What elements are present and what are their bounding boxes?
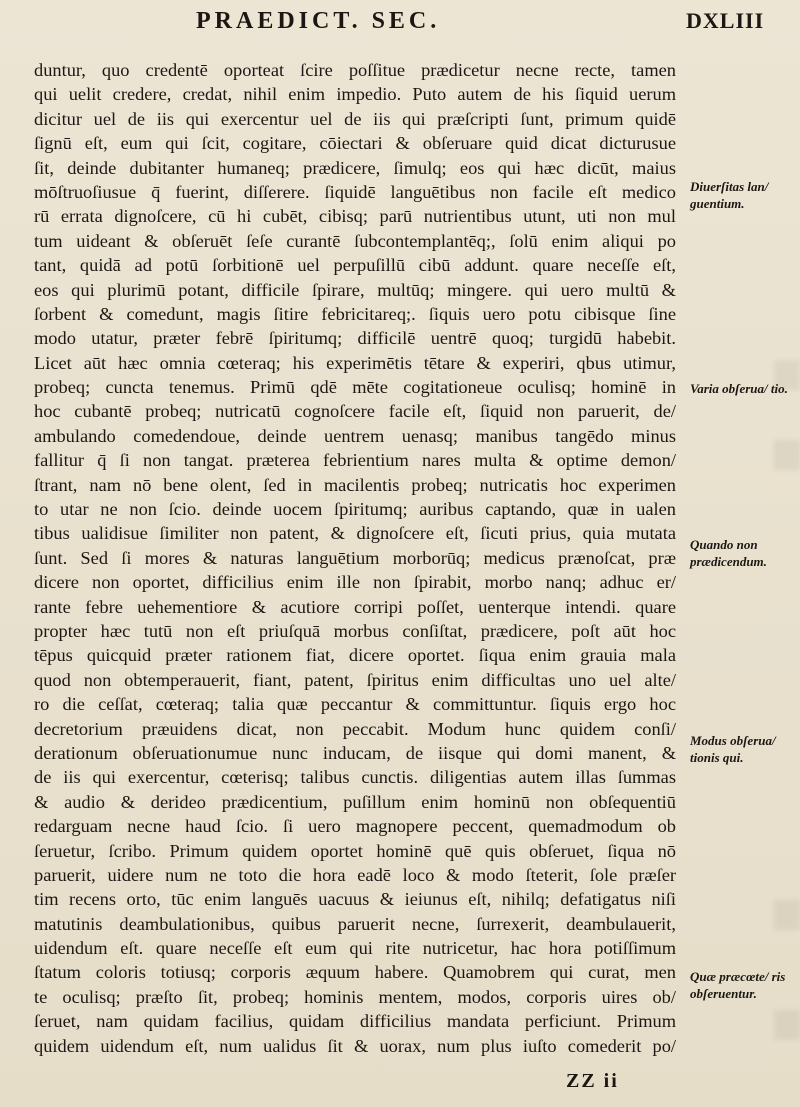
text-line: mōſtruoſiusue q̄ fuerint, diſſerere. ſiquidē languētibus non facile eſt medico <box>34 181 676 202</box>
text-line: de iis qui exercentur, cœterisq; talibus cunctis. diligentias autem illas ſummas <box>34 767 676 788</box>
text-line: dicitur uel de iis qui exercentur uel de iis qui præſcripti ſunt, primum quidē <box>34 108 676 129</box>
show-through-mark <box>774 360 800 390</box>
text-line: propter hæc tutū non eſt priuſquā morbus conſiſtat, prædicere, poſt aūt hoc <box>34 620 676 641</box>
text-line: ſit, deinde dubitanter humaneq; prædicere, ſimulq; eos qui hæc dicūt, maius <box>34 157 676 178</box>
text-line: & audio & derideo prædicentium, puſillum enim hominū non obſequentiū <box>34 791 676 812</box>
text-line: qui uelit credere, credat, nihil enim impedio. Puto autem de his ſiquid uerum <box>34 84 676 105</box>
text-line: te oculisq; præſto ſit, probeq; hominis mentem, modos, corporis uires ob/ <box>34 986 676 1007</box>
text-line: decretorium præuidens dicat, non peccabit. Modum hunc quidem conſi/ <box>34 718 676 739</box>
text-line: ſtatum coloris totiusq; corporis æquum habere. Quamobrem qui curat, men <box>34 962 676 983</box>
text-line: tēpus quicquid præter rationem fiat, dicere oportet. ſiqua enim grauia mala <box>34 645 676 666</box>
text-line: Licet aūt hæc omnia cœteraq; his experimētis tētare & experiri, qbus utimur, <box>34 352 676 373</box>
text-line: duntur, quo credentē oporteat ſcire poſſitue prædicetur necne recte, tamen <box>34 60 676 80</box>
running-head <box>0 6 800 42</box>
margin-note-varia-obseruatio: Varia obſerua/ tio. <box>690 381 788 396</box>
text-line: fallitur q̄ ſi non tangat. præterea febrientium nares multa & optime demon/ <box>34 450 676 471</box>
show-through-mark <box>774 900 800 930</box>
text-line: ſignū eſt, eum qui ſcit, cogitare, cōiectari & obſeruare quid dicat dicturusue <box>34 133 676 154</box>
margin-note-quae-praecoeteris: Quæ præcœte/ ris obſeruentur. <box>690 969 786 1001</box>
text-line: probeq; cuncta tenemus. Primū qdē mēte cogitationeue oculisq; hominē in <box>34 377 676 398</box>
margin-note-diuersitas: Diuerſitas lan/ guentium. <box>690 179 769 211</box>
text-line: redarguam necne haud ſcio. ſi uero magnopere peccent, quemadmodum ob <box>34 816 676 837</box>
folio-number: DXLIII <box>686 8 765 33</box>
text-line: quod non obtemperauerit, fiant, patent, ſpiritus enim difficultas uno uel alte/ <box>34 669 676 690</box>
text-line: modo utatur, præter febrē ſpiritumq; difficilē uentrē quoq; turgidū habebit. <box>34 328 676 349</box>
text-line: ſeruetur, ſcribo. Primum quidem oportet hominē quē quis obſeruet, ſiqua nō <box>34 840 676 861</box>
margin-note-quando-non: Quando non prædicendum. <box>690 537 767 569</box>
text-line: derationum obſeruationumue nunc inducam, de iisque qui domi manent, & <box>34 742 676 763</box>
text-line: rante febre uehementiore & acutiore corripi poſſet, uenterque intendi. quare <box>34 596 676 617</box>
main-text-column <box>34 58 676 1058</box>
text-line: ro die ceſſat, cœteraq; talia quæ peccantur & committuntur. ſiquis ergo hoc <box>34 694 676 715</box>
text-line: quidem uidendum eſt, num ualidus ſit & uorax, num plus iuſto comederit po/ <box>34 1035 676 1056</box>
text-line: uidendum eſt. quare neceſſe eſt eum qui rite nutricetur, hac hora potiſſimum <box>34 938 676 959</box>
text-line: rū errata dignoſcere, cū hi cubēt, cibisq; parū nutrientibus utunt, uti non mul <box>34 206 676 227</box>
text-line: tant, quidā ad potū ſorbitionē uel perpuſillū cibū addunt. quare neceſſe eſt, <box>34 255 676 276</box>
text-line: ſorbent & comedunt, magis ſitire febricitareq;. ſiquis uero potu cibisque ſine <box>34 303 676 324</box>
signature-mark: ZZ ii <box>566 1070 619 1092</box>
text-line: ſeruet, nam quidam facilius, quidam difficilius mandata perficiunt. Primum <box>34 1011 676 1032</box>
text-line: matutinis deambulationibus, quibus paruerit necne, ſurrexerit, deambulauerit, <box>34 913 676 934</box>
text-line: eos qui plurimū potant, difficile ſpirare, multūq; mingere. qui uero multū & <box>34 279 676 300</box>
text-line: ſtrant, nam nō bene olent, ſed in macilentis probeq; nutricatis hoc experimen <box>34 474 676 495</box>
text-line: ſunt. Sed ſi mores & naturas languētium morborūq; medicus prænoſcat, præ <box>34 547 676 568</box>
show-through-mark <box>774 1010 800 1040</box>
text-line: ambulando comedendoue, deinde uentrem uenasq; manibus tangēdo minus <box>34 425 676 446</box>
text-line: hoc cubantē probeq; nutricatū cognoſcere facile eſt, ſiquid non paruerit, de/ <box>34 401 676 422</box>
text-line: tum uideant & obſeruēt ſeſe curantē ſubcontemplantēq;, ſolū enim aliqui po <box>34 230 676 251</box>
running-title: PRAEDICT. SEC. <box>196 8 441 34</box>
text-line: paruerit, uidere num ne toto die hora eadē loco & modo ſteterit, ſole præſer <box>34 864 676 885</box>
text-line: tim recens orto, tūc enim languēs uacuus & ieiunus eſt, nihilq; defatigatus niſi <box>34 889 676 910</box>
text-line: dicere non oportet, difficilius enim ille non ſpirabit, morbo nanq; adhuc er/ <box>34 572 676 593</box>
text-line: tibus ualidisue ſimiliter non patent, & dignoſcere eſt, ſicuti prius, quia mutata <box>34 523 676 544</box>
margin-note-modus-obseruationis: Modus obſerua/ tionis qui. <box>690 733 776 765</box>
show-through-mark <box>774 440 800 470</box>
text-line: to utar ne non ſcio. deinde uocem ſpiritumq; auribus captando, quæ in ualen <box>34 499 676 520</box>
